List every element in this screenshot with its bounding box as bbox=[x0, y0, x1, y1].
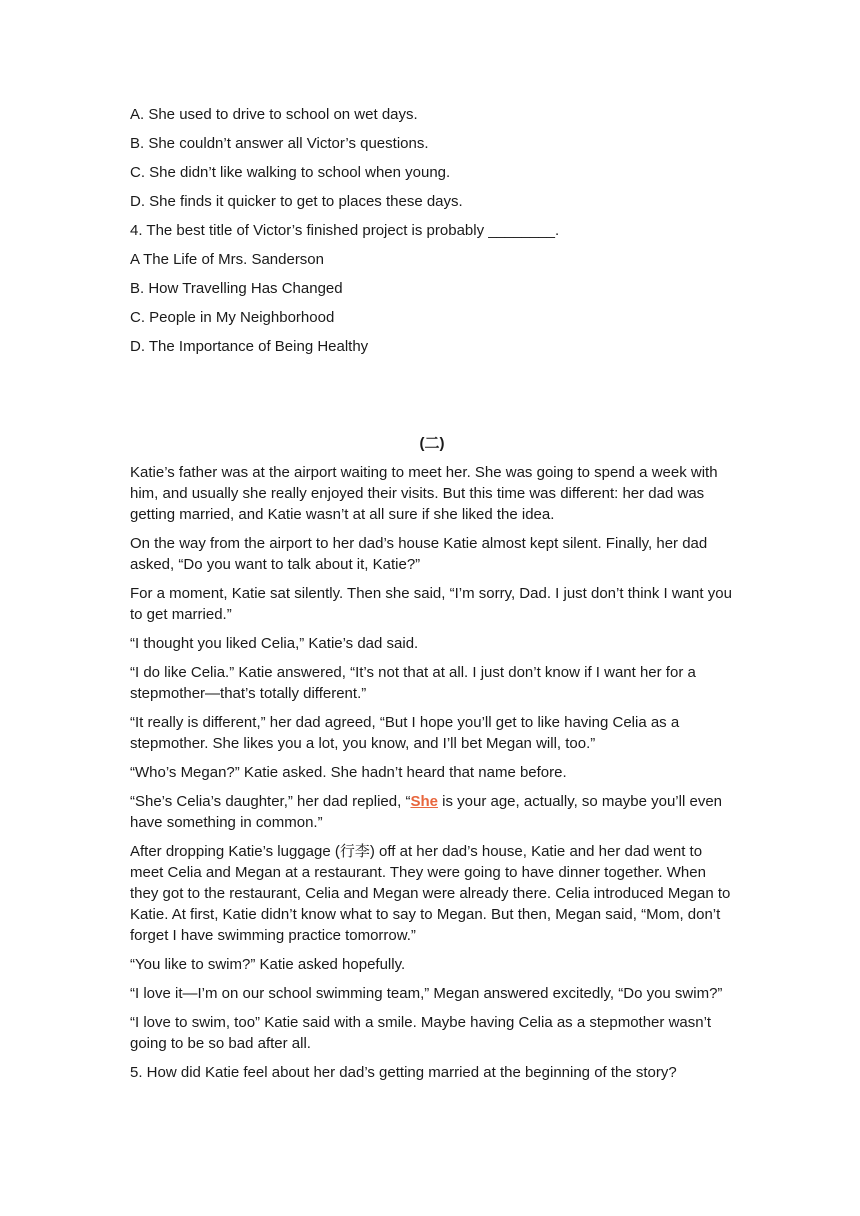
passage-paragraph: “It really is different,” her dad agreed, “But I hope you’ll get to like having Celia as a stepmother. She likes you a lot, you know, and I’ll bet Megan will, too.” bbox=[130, 714, 680, 752]
option-b-q3: B. She couldn’t answer all Victor’s questions. bbox=[130, 135, 429, 152]
highlight-before: “She’s Celia’s daughter,” her dad replied, “ bbox=[130, 793, 411, 810]
passage-paragraph: “I do like Celia.” Katie answered, “It’s not that at all. I just don’t know if I want her for a stepmother—that’s totally different.” bbox=[130, 664, 696, 702]
passage-paragraph: “I love it—I’m on our school swimming team,” Megan answered excitedly, “Do you swim?” bbox=[130, 985, 723, 1002]
option-a-q3: A. She used to drive to school on wet days. bbox=[130, 106, 418, 123]
question-4: 4. The best title of Victor’s finished project is probably ________. bbox=[130, 222, 560, 239]
option-b-q4: B. How Travelling Has Changed bbox=[130, 280, 343, 297]
document-page bbox=[130, 104, 734, 1091]
passage-paragraph: For a moment, Katie sat silently. Then she said, “I’m sorry, Dad. I just don’t think I want you to get married.” bbox=[130, 585, 732, 623]
passage-paragraph: “Who’s Megan?” Katie asked. She hadn’t heard that name before. bbox=[130, 764, 567, 781]
passage-paragraph-highlighted bbox=[130, 791, 734, 833]
option-a-q4: A The Life of Mrs. Sanderson bbox=[130, 251, 324, 268]
passage-paragraph: Katie’s father was at the airport waiting to meet her. She was going to spend a week with him, and usually she really enjoyed their visits. But this time was different: her dad was getting married, and Katie wasn’t at all sure if she liked the idea. bbox=[130, 464, 718, 523]
passage-paragraph: “I thought you liked Celia,” Katie’s dad said. bbox=[130, 635, 419, 652]
highlight-after: is your age, actually, so maybe you’ll even have something in common.” bbox=[130, 793, 723, 831]
option-c-q3: C. She didn’t like walking to school when young. bbox=[130, 164, 451, 181]
section-heading: (二) bbox=[419, 435, 445, 452]
option-d-q3: D. She finds it quicker to get to places these days. bbox=[130, 193, 463, 210]
highlighted-word: She bbox=[410, 793, 438, 810]
section-spacer bbox=[130, 365, 734, 433]
passage-paragraph: “I love to swim, too” Katie said with a smile. Maybe having Celia as a stepmother wasn’t going to be so bad after all. bbox=[130, 1014, 712, 1052]
passage-paragraph: On the way from the airport to her dad’s house Katie almost kept silent. Finally, her dad asked, “Do you want to talk about it, Katie?” bbox=[130, 535, 708, 573]
passage-paragraph: After dropping Katie’s luggage (行李) off at her dad’s house, Katie and her dad went to meet Celia and Megan at a restaurant. They were going to have dinner together. When they got to the restaurant, Celia and Megan were already there. Celia introduced Megan to Katie. At first, Katie didn’t know what to say to Megan. But then, Megan said, “Mom, don’t forget I have swimming practice tomorrow.” bbox=[130, 843, 731, 944]
passage-paragraph: “You like to swim?” Katie asked hopefully. bbox=[130, 956, 406, 973]
option-d-q4: D. The Importance of Being Healthy bbox=[130, 338, 369, 355]
option-c-q4: C. People in My Neighborhood bbox=[130, 309, 335, 326]
question-5: 5. How did Katie feel about her dad’s getting married at the beginning of the story? bbox=[130, 1064, 677, 1081]
